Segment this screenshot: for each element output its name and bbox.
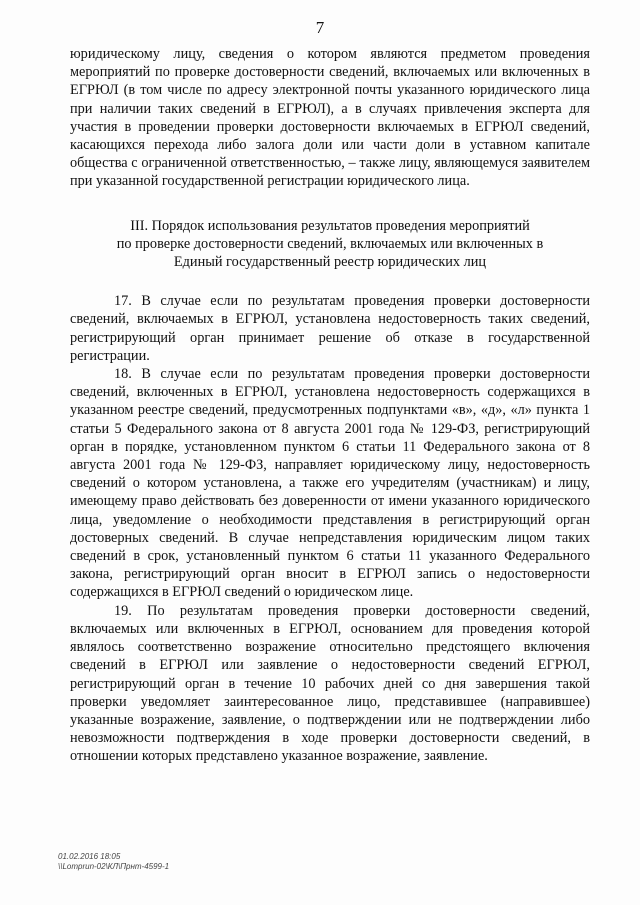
- section-heading-line: Единый государственный реестр юридических лиц: [173, 254, 487, 271]
- footer-timestamp: 01.02.2016 18:05: [58, 852, 121, 861]
- paragraph-17: 17. В случае если по результатам проведения проверки достоверности сведений, включаемых в ЕГРЮЛ, установлена недостоверность таких сведений, регистрирующий орган принимает решение об отказе в государственной регистрации.: [70, 293, 590, 364]
- section-heading-line: III. Порядок использования результатов проведения мероприятий: [130, 217, 530, 234]
- footer-file-path: \\Lomprun-02\КЛ\Прнт-4599-1: [58, 862, 170, 871]
- intro-paragraph: юридическому лицу, сведения о котором являются предметом проведения мероприятий по проверке достоверности сведений, включаемых или включенных в ЕГРЮЛ (в том числе по адресу электронной почты указанного юридического лица при наличии таких сведений в ЕГРЮЛ), а в случаях привлечения эксперта для участия в проведении проверки достоверности включаемых в ЕГРЮЛ сведений, касающихся перехода либо залога доли или части доли в уставном капитале общества с ограниченной ответственностью, – также лицу, являющемуся заявителем при указанной государственной регистрации юридического лица.: [70, 46, 590, 190]
- section-heading: [70, 217, 590, 272]
- section-heading-line: по проверке достоверности сведений, включаемых или включенных в: [116, 235, 544, 252]
- paragraph-19: 19. По результатам проведения проверки достоверности сведений, включаемых или включенных в ЕГРЮЛ, основанием для проведения которой являлось соответственно возражение относительно предстоящего включения сведений в ЕГРЮЛ или заявление о недостоверности сведений ЕГРЮЛ, регистрирующий орган в течение 10 рабочих дней со дня завершения такой проверки уведомляет заинтересованное лицо, представившее (направившее) указанные возражение, заявление, о подтверждении или не подтверждении либо невозможности подтверждения в ходе проверки достоверности сведений, в отношении которых представлено указанное возражение, заявление.: [70, 602, 590, 765]
- document-body: [70, 45, 590, 766]
- page-number: 7: [315, 18, 325, 37]
- document-footer: [58, 852, 169, 872]
- paragraph-18: 18. В случае если по результатам проведения проверки достоверности сведений, включенных в ЕГРЮЛ, установлена недостоверность содержащихся в указанном реестре сведений, предусмотренных подпунктами «в», «д», «л» пункта 1 статьи 5 Федерального закона от 8 августа 2001 года № 129-ФЗ, регистрирующий орган в порядке, установленном пунктом 6 статьи 11 Федерального закона от 8 августа 2001 года № 129-ФЗ, направляет юридическому лицу, недостоверность сведений о котором установлена, а также его учредителям (участникам) и лицу, имеющему право действовать без доверенности от имени указанного юридического лица, уведомление о необходимости представления в регистрирующий орган достоверных сведений. В случае непредставления юридическим лицом таких сведений в срок, установленный пунктом 6 статьи 11 указанного Федерального закона, регистрирующий орган вносит в ЕГРЮЛ запись о недостоверности содержащихся в ЕГРЮЛ сведений о юридическом лице.: [70, 366, 590, 601]
